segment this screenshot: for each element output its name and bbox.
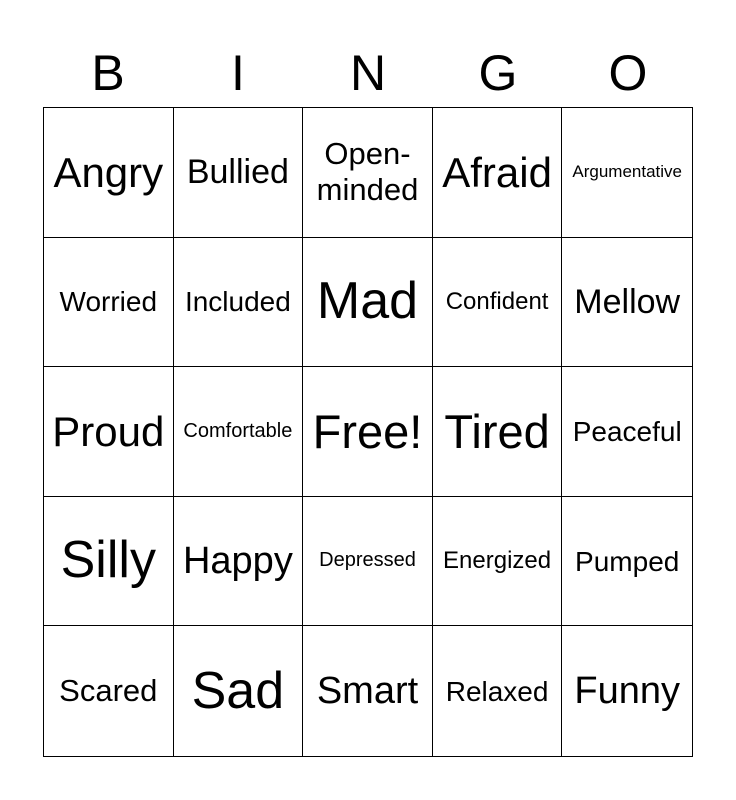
- bingo-cell-r4-c4[interactable]: Energized: [433, 497, 563, 627]
- bingo-board: [43, 107, 693, 757]
- bingo-header: [43, 42, 693, 104]
- bingo-cell-r3-c2[interactable]: Comfortable: [174, 367, 304, 497]
- bingo-cell-r5-c4[interactable]: Relaxed: [433, 626, 563, 756]
- bingo-cell-r3-c3[interactable]: Free!: [303, 367, 433, 497]
- header-letter-g: G: [478, 45, 518, 101]
- bingo-cell-r2-c1[interactable]: Worried: [44, 238, 174, 368]
- bingo-cell-r2-c5[interactable]: Mellow: [562, 238, 692, 368]
- bingo-cell-r3-c4[interactable]: Tired: [433, 367, 563, 497]
- bingo-cell-r4-c2[interactable]: Happy: [174, 497, 304, 627]
- bingo-cell-r1-c1[interactable]: Angry: [44, 108, 174, 238]
- bingo-cell-r5-c2[interactable]: Sad: [174, 626, 304, 756]
- bingo-cell-r5-c3[interactable]: Smart: [303, 626, 433, 756]
- header-letter-b: B: [91, 45, 125, 101]
- bingo-cell-r4-c1[interactable]: Silly: [44, 497, 174, 627]
- bingo-cell-r2-c2[interactable]: Included: [174, 238, 304, 368]
- bingo-cell-r5-c1[interactable]: Scared: [44, 626, 174, 756]
- bingo-cell-r4-c5[interactable]: Pumped: [562, 497, 692, 627]
- bingo-cell-r1-c3[interactable]: [303, 108, 433, 238]
- bingo-cell-r1-c4[interactable]: Afraid: [433, 108, 563, 238]
- bingo-cell-r5-c5[interactable]: Funny: [574, 669, 680, 712]
- bingo-cell-r2-c3[interactable]: Mad: [303, 238, 433, 368]
- header-letter-i: I: [231, 45, 245, 101]
- bingo-cell-r1-c2[interactable]: Bullied: [174, 108, 304, 238]
- bingo-cell-r3-c1[interactable]: Proud: [44, 367, 174, 497]
- bingo-cell-r4-c3[interactable]: Depressed: [303, 497, 433, 627]
- header-letter-n: N: [349, 45, 387, 101]
- bingo-cell-r1-c5[interactable]: Argumentative: [562, 108, 692, 238]
- header-letter-o: O: [608, 45, 648, 101]
- bingo-cell-r3-c5[interactable]: Peaceful: [562, 367, 692, 497]
- bingo-cell-r2-c4[interactable]: Confident: [433, 238, 563, 368]
- bingo-cell-r1-c3-label: Open- minded: [316, 135, 419, 208]
